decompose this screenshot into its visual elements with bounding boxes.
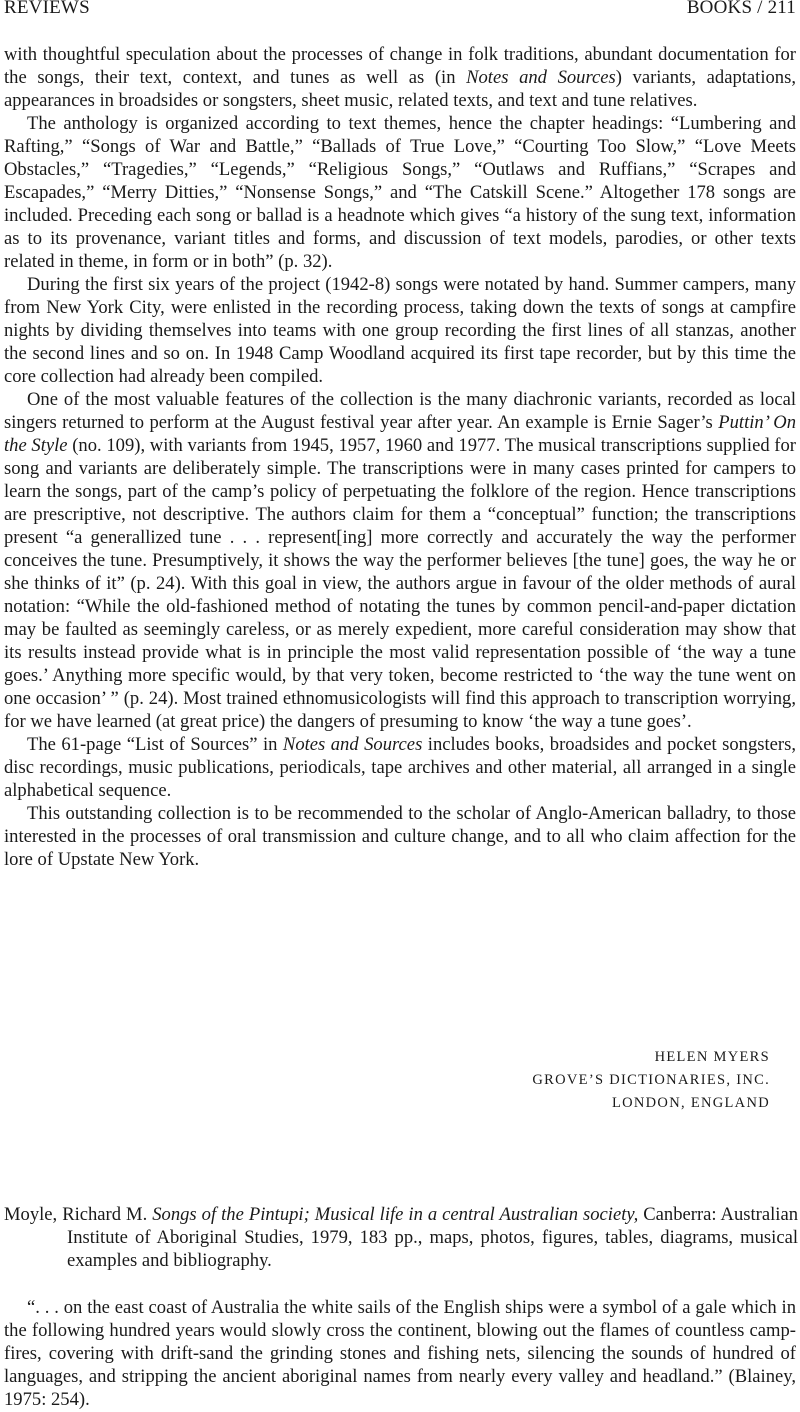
italic-song-title: Puttin’ On the Style: [4, 412, 797, 456]
reviewer-signature: [532, 1046, 770, 1115]
text: The 61-page “List of Sources” in: [27, 734, 283, 755]
review-paragraph-6: This outstanding collection is to be recommended to the scholar of Anglo-American balladry, to those interested in the processes of oral transmission and culture change, and to all who claim affection for the lore of Upstate New York.: [4, 803, 796, 870]
running-head-section: REVIEWS: [4, 0, 90, 18]
italic-title: Notes and Sources: [466, 67, 616, 88]
epigraph-text: “. . . on the east coast of Australia the white sails of the English ships were a symbol of a gale which in the following hundred years would slowly cross the continent, blowing out the flames of countless camp-fires, covering with drift-sand the grinding stones and fishing nets, silencing the sounds of hundred of languages, and stripping the ancient aboriginal names from nearly every valley and headland.” (Blainey, 1975: 254).: [4, 1297, 796, 1410]
text: One of the most valuable features of the collection is the many diachronic variants, recorded as local singers returned to perform at the August festival year after year. An example is Ernie Sager’s: [4, 389, 796, 433]
text: ) variants, adaptations, appearances in broadsides or songsters, sheet music, related texts, and text and tune relatives.: [4, 67, 796, 111]
review-paragraph-2: The anthology is organized according to text themes, hence the chapter headings: “Lumbering and Rafting,” “Songs of War and Battle,” “Ballads of True Love,” “Courting Too Slow,” “Love Meets Obstacles,” “Tragedies,” “Legends,” “Religious Songs,” “Outlaws and Ruffians,” “Scrapes and Escapades,” “Merry Ditties,” “Nonsense Songs,” and “The Catskill Scene.” Altogether 178 songs are included. Preceding each song or ballad is a headnote which gives “a history of the sung text, information as to its provenance, variant titles and forms, and discussion of text models, parodies, or other texts related in theme, in form or in both” (p. 32).: [4, 113, 796, 272]
reviewer-name: HELEN MYERS: [654, 1049, 770, 1065]
review-paragraph-4: [4, 388, 796, 733]
text: with thoughtful speculation about the processes of change in folk traditions, abundant documentation for the songs, their text, context, and tunes as well as (in: [4, 44, 796, 88]
reviewer-location: LONDON, ENGLAND: [611, 1095, 770, 1111]
epigraph-quote: [4, 1296, 796, 1411]
review-body: [4, 43, 796, 871]
review-paragraph-1: [4, 43, 796, 112]
italic-title: Notes and Sources: [282, 734, 423, 755]
book-citation: [4, 1203, 798, 1272]
reviewer-affiliation: GROVE’S DICTIONARIES, INC.: [532, 1072, 770, 1088]
citation-author: Moyle, Richard M.: [4, 1204, 153, 1225]
review-paragraph-5: [4, 733, 796, 802]
text: includes books, broadsides and pocket songsters, disc recordings, music publications, periodicals, tape archives and other material, all arranged in a single alphabetical sequence.: [4, 734, 797, 801]
review-paragraph-3: During the first six years of the project (1942-8) songs were notated by hand. Summer campers, many from New York City, were enlisted in the recording process, taking down the texts of songs at campfire nights by dividing themselves into teams with one group recording the first lines of all stanzas, another the second lines and so on. In 1948 Camp Woodland acquired its first tape recorder, but by this time the core collection had already been compiled.: [4, 274, 796, 387]
citation-title: Songs of the Pintupi; Musical life in a central Australian society,: [152, 1204, 639, 1225]
text: (no. 109), with variants from 1945, 1957, 1960 and 1977. The musical transcriptions supplied for song and variants are deliberately simple. The transcriptions were in many cases printed for campers to learn the songs, part of the camp’s policy of perpetuating the folklore of the region. Hence transcriptions are prescriptive, not descriptive. The authors claim for them a “conceptual” function; the transcriptions present “a generallized tune . . . represent[ing] more correctly and accurately the way the performer conceives the tune. Presumptively, it shows the way the performer believes [the tune] goes, the way he or she thinks of it” (p. 24). With this goal in view, the authors argue in favour of the older methods of aural notation: “While the old-fashioned method of notating the tunes by common pencil-and-paper dictation may be faulted as seemingly careless, or as merely expedient, more careful consideration may show that its results instead provide what is in principle the most valid representation possible of ‘the way a tune goes.’ Anything more specific would, by that very token, become restricted to ‘the way the tune went on one occasion’ ” (p. 24). Most trained ethnomusicologists will find this approach to transcription worrying, for we have learned (at great price) the dangers of presuming to know ‘the way a tune goes’.: [4, 435, 796, 732]
running-head: [4, 0, 796, 19]
citation-details: Canberra: Australian Institute of Aboriginal Studies, 1979, 183 pp., maps, photos, figures, tables, diagrams, musical examples and bibliography.: [67, 1204, 798, 1271]
running-head-page-number: BOOKS / 211: [686, 0, 796, 18]
